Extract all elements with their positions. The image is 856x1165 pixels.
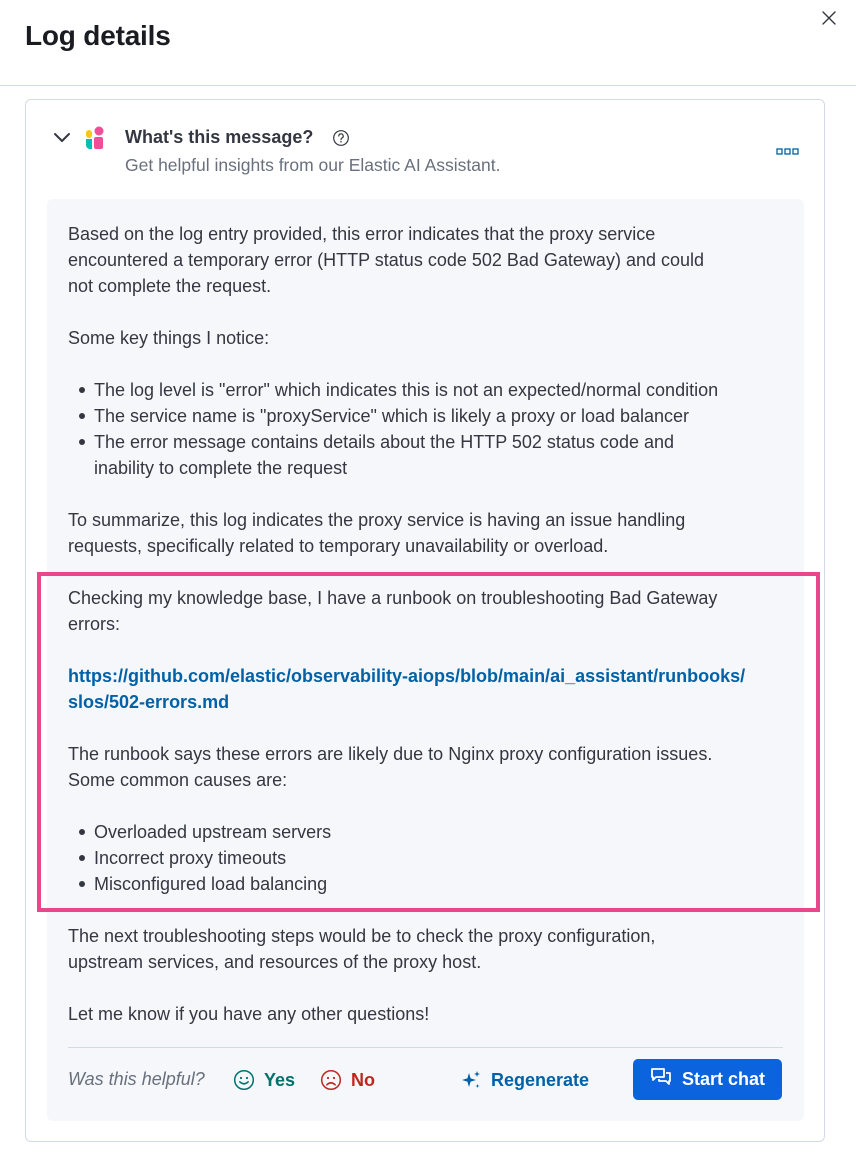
response-text: encountered a temporary error (HTTP status code 502 Bad Gateway) and could [68,250,705,270]
feedback-no-label: No [351,1069,375,1090]
feedback-yes-label: Yes [264,1069,296,1090]
frown-icon [320,1069,342,1091]
list-item-continuation: inability to complete the request [94,458,348,478]
assistant-title: What's this message? [125,127,314,147]
response-text: requests, specifically related to temporary unavailability or overload. [68,536,609,556]
response-text: errors: [68,614,121,634]
key-things-heading: Some key things I notice: [68,328,270,348]
chat-bubbles-icon [650,1067,672,1092]
close-icon[interactable] [818,7,840,29]
bullet-icon [79,855,85,861]
runbook-link[interactable]: https://github.com/elastic/observability-aiops/blob/main/ai_assistant/runbooks/ [68,666,746,686]
response-text: The next troubleshooting steps would be to check the proxy configuration, [68,926,656,946]
list-item: Misconfigured load balancing [94,874,328,894]
regenerate-button[interactable] [460,1065,589,1095]
list-item: Incorrect proxy timeouts [94,848,287,868]
feedback-prompt: Was this helpful? [68,1069,205,1089]
flyout-header [0,0,856,86]
bullet-icon [79,829,85,835]
response-text: Checking my knowledge base, I have a runbook on troubleshooting Bad Gateway [68,588,718,608]
response-text: To summarize, this log indicates the proxy service is having an issue handling [68,510,686,530]
chevron-down-icon[interactable] [52,127,72,147]
list-item: The error message contains details about the HTTP 502 status code and [94,432,674,452]
help-circle-icon[interactable] [332,129,350,147]
list-item: The log level is "error" which indicates this is not an expected/normal condition [94,380,719,400]
response-text: Based on the log entry provided, this error indicates that the proxy service [68,224,656,244]
bullet-icon [79,413,85,419]
ai-assistant-card [25,99,825,1142]
bullet-icon [79,387,85,393]
bullet-icon [79,881,85,887]
assistant-response-panel [47,199,804,1121]
list-item: The service name is "proxyService" which is likely a proxy or load balancer [94,406,690,426]
feedback-yes-button[interactable] [233,1065,295,1095]
runbook-link[interactable]: slos/502-errors.md [68,692,230,712]
response-text: upstream services, and resources of the proxy host. [68,952,482,972]
divider [68,1047,783,1048]
assistant-subtitle: Get helpful insights from our Elastic AI Assistant. [125,155,501,175]
response-text: The runbook says these errors are likely due to Nginx proxy configuration issues. [68,744,713,764]
list-item: Overloaded upstream servers [94,822,332,842]
elastic-ai-logo-icon [84,126,106,150]
flyout-title: Log details [25,20,171,51]
bullet-icon [79,439,85,445]
response-text: Some common causes are: [68,770,288,790]
feedback-no-button[interactable] [320,1065,375,1095]
smile-icon [233,1069,255,1091]
closing-text: Let me know if you have any other questions! [68,1004,430,1024]
sparkles-icon [460,1069,482,1091]
start-chat-label: Start chat [681,1069,766,1089]
response-text: not complete the request. [68,276,272,296]
more-options-icon[interactable] [774,142,802,160]
regenerate-label: Regenerate [491,1069,590,1090]
start-chat-button[interactable] [633,1059,782,1100]
